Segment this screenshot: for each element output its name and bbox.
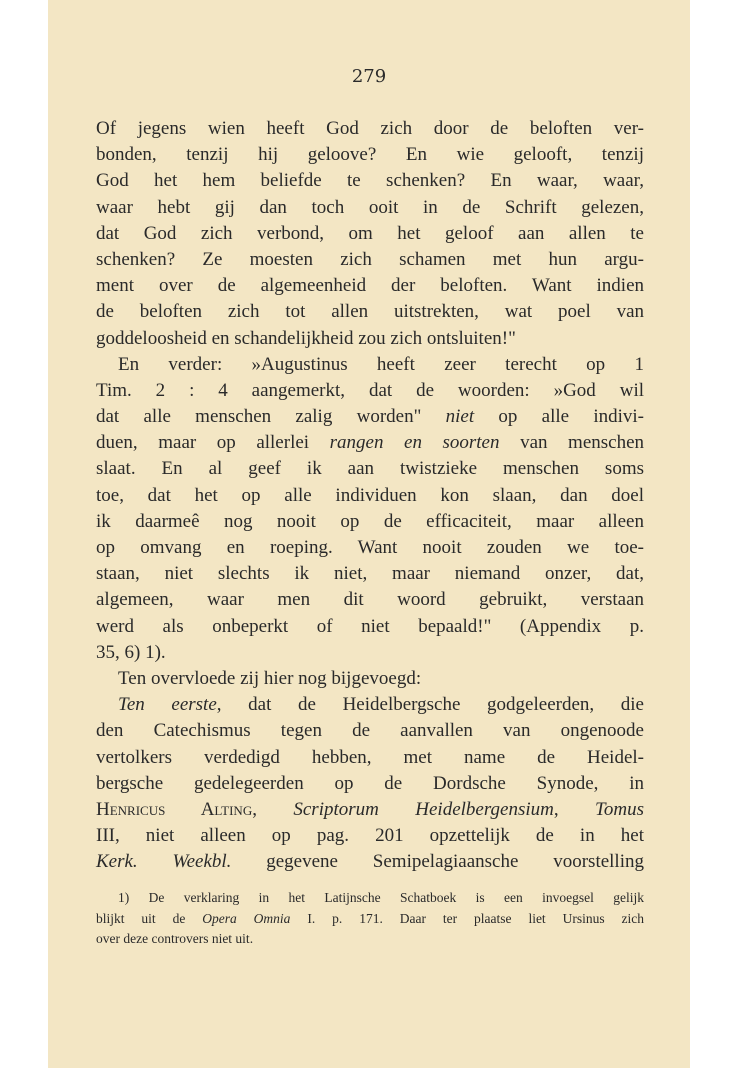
book-page [48, 0, 690, 1068]
text-line [96, 692, 644, 718]
text-line [96, 430, 644, 456]
footnotes [96, 888, 644, 950]
text-line: op omvang en roeping. Want nooit zouden we toe- [96, 537, 644, 558]
text-segment: dat alle menschen zalig worden" [96, 406, 422, 428]
text-line: dat God zich verbond, om het geloof aan allen te [96, 222, 644, 244]
text-line: de beloften zich tot allen uitstrekten, wat poel van [96, 301, 644, 323]
text-segment: gegevene Semipelagiaansche voorstelling [266, 851, 644, 873]
italic-text: Tomus [595, 798, 644, 820]
text-line: staan, niet slechts ik niet, maar niemand onzer, dat, [96, 563, 644, 585]
text-line: vertolkers verdedigd hebben, met name de Heidel- [96, 746, 644, 768]
italic-text: Ten eerste [118, 694, 217, 716]
text-segment: , dat de Heidelbergsche godgeleerden, die [216, 694, 644, 716]
text-segment: van menschen [520, 432, 645, 454]
italic-text: Opera Omnia [202, 910, 291, 926]
text-line [96, 404, 644, 430]
text-segment: blijkt uit de [96, 910, 186, 926]
text-line: Tim. 2 : 4 aangemerkt, dat de woorden: »God wil [96, 379, 644, 401]
body-text [96, 116, 644, 875]
text-line: ik daarmeê nog nooit op de efficaciteit, maar alleen [96, 510, 644, 532]
text-line: algemeen, waar men dit woord gebruikt, verstaan [96, 589, 644, 611]
footnote-line: over deze controvers niet uit. [96, 931, 254, 946]
text-line: Of jegens wien heeft God zich door de beloften ver- [96, 118, 644, 139]
footnote-line: 1) De verklaring in het Latijnsche Schatboek is een invoegsel gelijk [118, 890, 644, 905]
page-number: 279 [351, 66, 387, 87]
text-line: goddeloosheid en schandelijkheid zou zich ontsluiten!" [96, 327, 516, 349]
text-line: III, niet alleen op pag. 201 opzettelijk de in het [96, 825, 644, 847]
text-line: God het hem beliefde te schenken? En waar, waar, [96, 170, 644, 192]
text-segment: op alle indivi- [498, 406, 644, 428]
text-line: Ten overvloede zij hier nog bijgevoegd: [118, 667, 422, 689]
text-line: 35, 6) 1). [96, 641, 166, 663]
text-segment: I. p. 171. Daar ter plaatse liet Ursinus zich [307, 910, 645, 926]
author-name: Henricus Alting [96, 798, 253, 820]
text-line: waar hebt gij dan toch ooit in de Schrift gelezen, [96, 196, 644, 218]
text-line [96, 797, 644, 823]
text-line: den Catechismus tegen de aanvallen van ongenoode [96, 720, 644, 742]
text-line: schenken? Ze moesten zich schamen met hun argu- [96, 248, 644, 270]
footnote-line [96, 909, 644, 930]
text-line: toe, dat het op alle individuen kon slaan, dan doel [96, 484, 644, 506]
text-line: ment over de algemeenheid der beloften. Want indien [96, 275, 644, 297]
italic-text: niet [445, 406, 475, 428]
text-segment: , [553, 798, 559, 820]
text-segment: , [252, 798, 257, 820]
text-line: bonden, tenzij hij geloove? En wie gelooft, tenzij [96, 144, 644, 166]
text-segment: duen, maar op allerlei [96, 432, 310, 454]
italic-text: Kerk. Weekbl. [96, 851, 232, 873]
italic-text: rangen en soorten [329, 432, 500, 454]
italic-text: Scriptorum Heidelbergensium [293, 798, 554, 820]
text-line [96, 849, 644, 875]
text-line: En verder: »Augustinus heeft zeer terecht op 1 [118, 353, 644, 375]
text-line: slaat. En al geef ik aan twistzieke menschen soms [96, 458, 644, 480]
text-line: werd als onbeperkt of niet bepaald!" (Appendix p. [96, 615, 644, 637]
text-line: bergsche gedelegeerden op de Dordsche Synode, in [96, 772, 644, 794]
